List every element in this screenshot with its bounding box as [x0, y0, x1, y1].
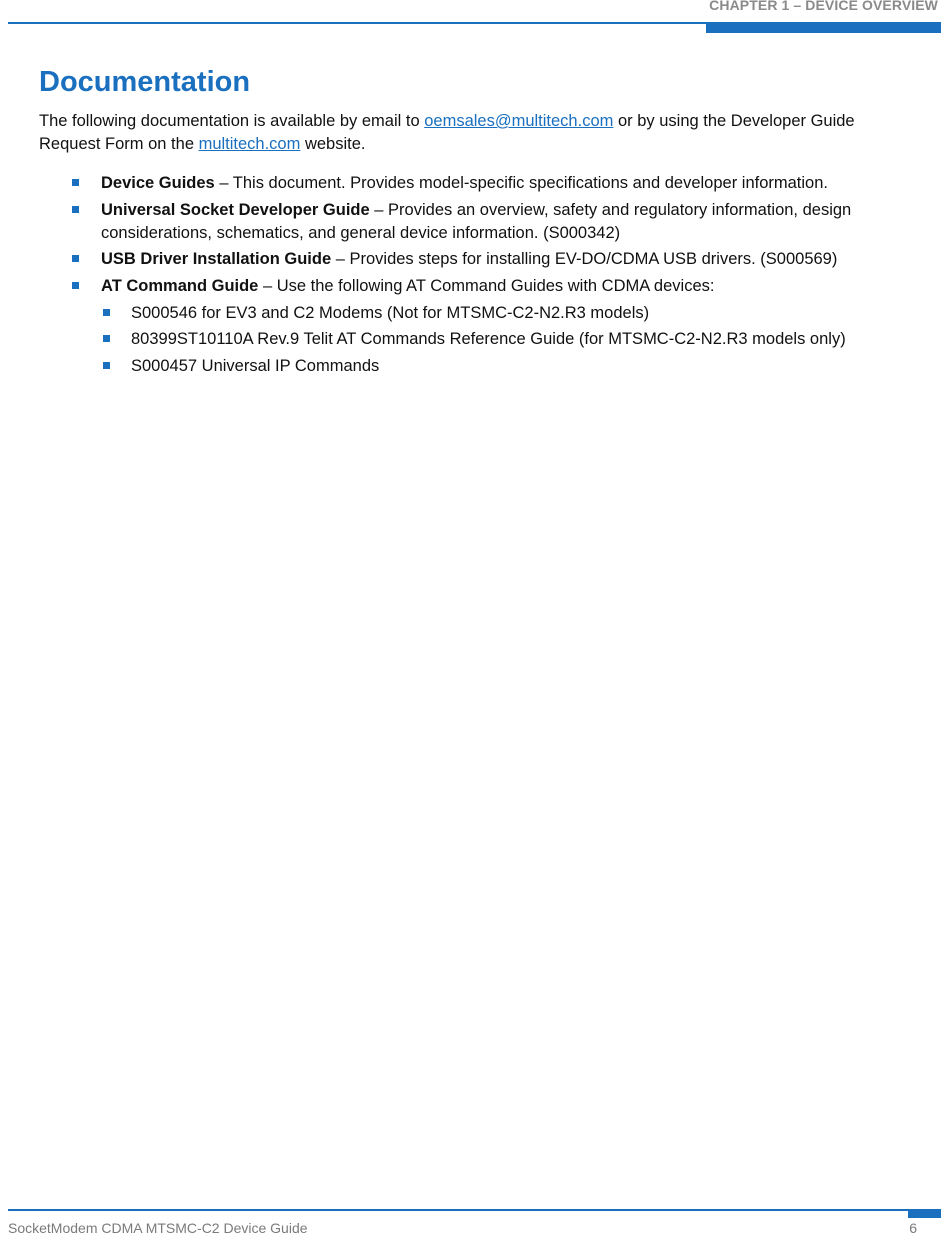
page-number: 6 — [909, 1220, 917, 1236]
list-item-device-guides — [39, 172, 891, 195]
at-command-sublist — [101, 302, 891, 378]
sublist-item — [101, 355, 891, 378]
square-bullet-icon — [103, 335, 110, 342]
square-bullet-icon — [103, 309, 110, 316]
item-description: – This document. Provides model-specific specifications and developer information. — [214, 174, 828, 192]
item-description: – Use the following AT Command Guides with CDMA devices: — [258, 276, 715, 295]
email-link[interactable]: oemsales@multitech.com — [424, 112, 614, 130]
page-footer — [0, 1205, 950, 1260]
item-description: – Provides an overview, safety and regulatory information, design considerations, schematics, and general device information. (S000342) — [101, 200, 852, 242]
page-header — [0, 0, 950, 34]
website-link[interactable]: multitech.com — [198, 135, 301, 153]
square-bullet-icon — [103, 362, 110, 369]
intro-text-1: The following documentation is available by email to — [39, 112, 425, 130]
intro-paragraph — [39, 110, 909, 156]
sublist-item-text: 80399ST10110A Rev.9 Telit AT Commands Reference Guide (for MTSMC-C2-N2.R3 models only) — [131, 330, 846, 348]
sublist-item — [101, 328, 891, 351]
list-item-usb-driver-guide — [39, 248, 891, 271]
footer-document-title: SocketModem CDMA MTSMC-C2 Device Guide — [8, 1220, 308, 1236]
section-title: Documentation — [39, 66, 251, 98]
sublist-item — [101, 302, 891, 325]
item-description: – Provides steps for installing EV-DO/CDMA USB drivers. (S000569) — [331, 250, 838, 268]
item-title: USB Driver Installation Guide — [101, 250, 332, 268]
list-item-universal-socket-guide — [39, 199, 891, 245]
documentation-list — [39, 172, 919, 378]
chapter-title: CHAPTER 1 – DEVICE OVERVIEW — [709, 0, 938, 13]
footer-accent-tab — [908, 1209, 941, 1218]
square-bullet-icon — [72, 282, 79, 289]
intro-text-2: or by using the Developer Guide Request Form on the — [39, 112, 855, 153]
item-title: Device Guides — [101, 174, 215, 192]
sublist-item-text: S000546 for EV3 and C2 Modems (Not for MTSMC-C2-N2.R3 models) — [131, 303, 650, 322]
square-bullet-icon — [72, 206, 79, 213]
page-content — [39, 62, 919, 381]
footer-rule — [8, 1209, 941, 1211]
item-title: Universal Socket Developer Guide — [101, 200, 370, 219]
list-item-at-command-guide — [39, 275, 891, 378]
sublist-item-text: S000457 Universal IP Commands — [131, 356, 380, 375]
header-accent-tab — [706, 22, 941, 33]
intro-text-3: website. — [300, 135, 366, 153]
square-bullet-icon — [72, 179, 79, 186]
square-bullet-icon — [72, 255, 79, 262]
item-title: AT Command Guide — [101, 276, 259, 295]
